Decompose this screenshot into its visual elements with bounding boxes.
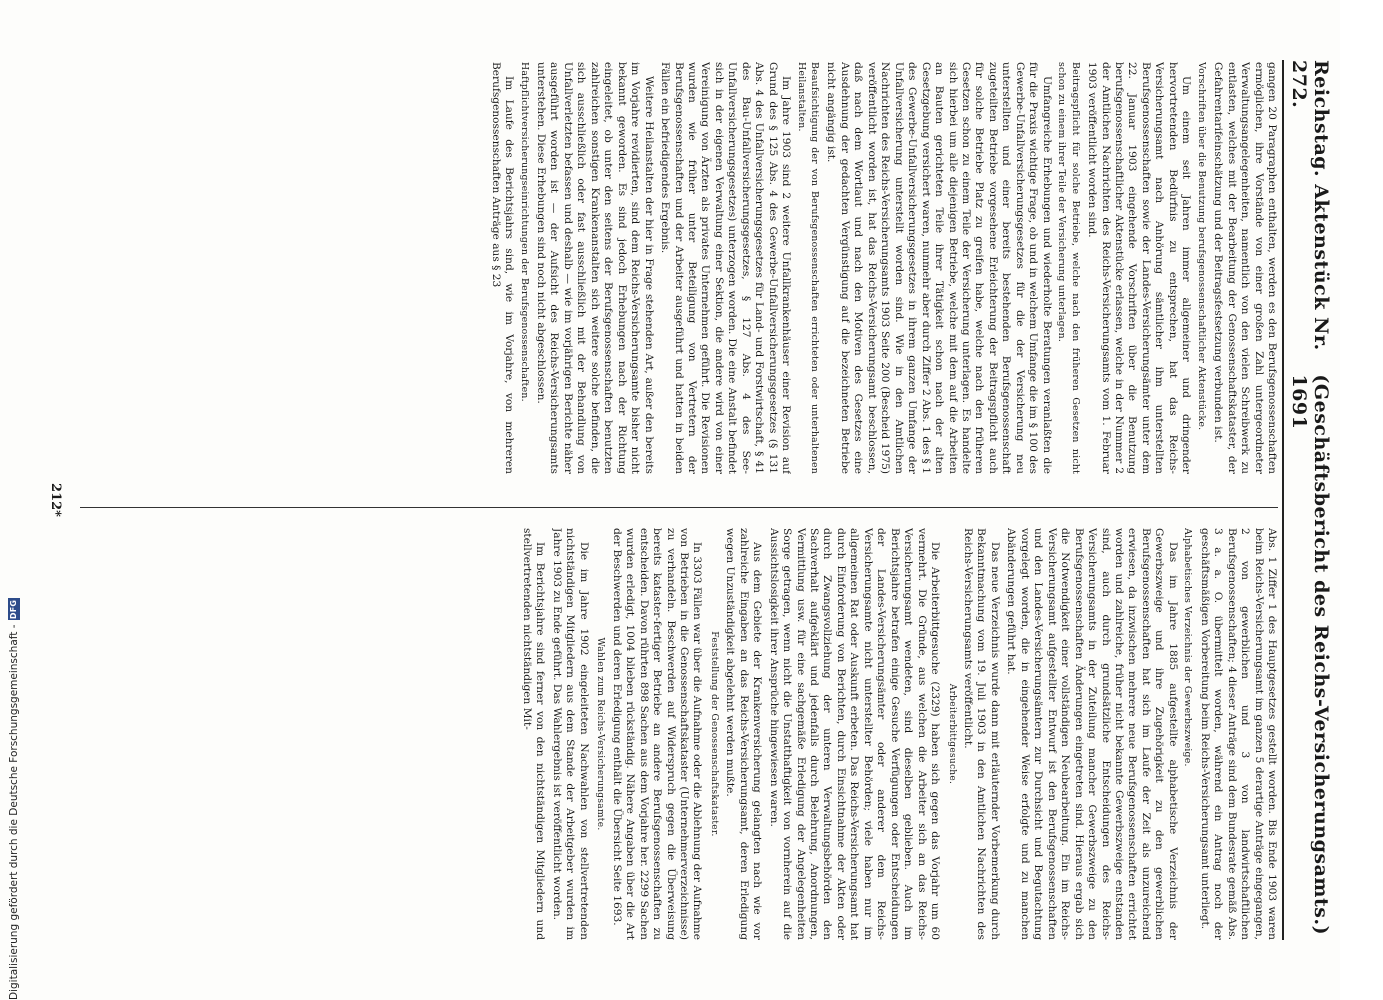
body-paragraph: Im Berichtsjahre sind ferner von den nichtständigen Mitgliedern und stellvertretenden nichtständigen Mit- bbox=[520, 528, 547, 940]
dfg-logo: DFG bbox=[9, 599, 18, 620]
marginal-heading: Alphabetisches Verzeichnis der Gewerbszweige. bbox=[1182, 528, 1194, 767]
header-left: Reichstag. Aktenstück Nr. 272. bbox=[1288, 60, 1332, 351]
page-header bbox=[1282, 60, 1332, 940]
body-paragraph: Die Arbeiterbittgesuche (2329) haben sich gegen das Vorjahr um 60 vermehrt. Die Gründe, aus welchen die Arbeiter sich an das Reichs-Versicherungsamt wendeten, sind dieselben geblieben. Auch im Berichtsjahre betrafen einige Gesuche Verfügungen oder Entscheidungen der Landes-Versicherungsämter oder anderer dem Reichs-Versicherungsamte nicht unterstellter Behörden; viele haben nur im allgemeinen Rat oder Auskunft erbeten. Das Reichs-Versicherungsamt hat durch Einforderung von Berichten, durch Einsichtnahme der Akten oder durch Zwangsvollziehung der unteren Verwaltungsbehörden den Sachverhalt aufgeklärt und jedenfalls durch Belehrung, Anordnungen, Vermittlung usw. für eine sachgemäße Erledigung der Angelegenheiten Sorge getragen, wenn nicht die Unstatthaftigkeit von vornherein auf die Aussichtslosigkeit ihrer Ansprüche hingewiesen waren. bbox=[767, 528, 942, 940]
section-heading: Wahlen zum Reichs-Versicherungsamte. bbox=[595, 637, 606, 831]
body-paragraph: Im Laufe des Berichtsjahrs sind, wie im Vorjahre, von mehreren Berufsgenossenschaften Anträge aus § 23 bbox=[489, 62, 516, 474]
page-number: 212* bbox=[48, 483, 63, 517]
body-paragraph: Um einem seit Jahren immer allgemeiner und dringender hervortretenden Bedürfnis zu entsprechen, hat das Reichs-Versicherungsamt nach Anhörung sämtlicher ihm unterstellten Berufsgenossenschaften sowie der Landes-Versicherungsämter unter dem 22. Januar 1903 eingehende Vorschriften über die Benutzung berufsgenossenschaftlicher Aktenstücke erlassen, welche in der Nummer 2 der Amtlichen Nachrichten des Reichs-Versicherungsamts vom 1. Februar 1903 veröffentlicht worden sind. bbox=[1086, 62, 1193, 474]
header-right: (Geschäftsbericht des Reichs-Versicherungsamts.) 1691 bbox=[1288, 374, 1332, 936]
body-paragraph: Das im Jahre 1885 aufgestellte alphabetische Verzeichnis der Gewerbszweige und ihre Zugehörigkeit zu den gewerblichen Berufsgenossenschaften hat sich im Laufe der Zeit als unzureichend erwiesen, da inzwischen mehrere neue Berufsgenossenschaften errichtet worden und zahlreiche, früher nicht bekannte Gewerbszweige entstanden sind, auch durch grundsätzliche Entscheidungen des Reichs-Versicherungsamts in der Zuteilung mancher Gewerbszweige zu den Berufsgenossenschaften Änderungen eingetreten sind. Hieraus ergab sich die Notwendigkeit einer vollständigen Neubearbeitung. Ein im Reichs-Versicherungsamt aufgestellter Entwurf ist den Berufsgenossenschaften und den Landes-Versicherungsämtern zur Durchsicht und Begutachtung vorgelegt worden, die in eingehender Weise erfolgte und zu manchen Abänderungen geführt hat. bbox=[1005, 528, 1179, 940]
body-paragraph: Aus dem Gebiete der Krankenversicherung gelangten nach wie vor zahlreiche Eingaben an das Reichs-Versicherungsamt, deren Erledigung wegen Unzuständigkeit abgelehnt werden mußte. bbox=[724, 528, 764, 940]
marginal-heading: Vorschriften über die Benutzung berufsgenossenschaftlicher Aktenstücke. bbox=[1195, 62, 1207, 431]
marginal-heading: Beitragspflicht für solche Betriebe, welche nach den früheren Gesetzen nicht schon zu einem ihrer Teile der Versicherung unterlagen. bbox=[1056, 62, 1081, 474]
body-paragraph: In 3303 Fällen war über die Aufnahme oder die Ablehnung der Aufnahme von Betrieben in die Genossenschaftskataster (Unternehmerverzeichnisse) zu verhandeln. Beschwerden auf Widerspruch gegen die Überweisung bereits kataster-fertiger Betriebe an andere Berufsgenossenschaften zu entscheiden. Davon rührten 898 Sachen aus dem Vorjahre her. 2299 Sachen wurden erledigt, 1004 blieben rückständig. Nähere Angaben über die Art der Beschwerden und deren Erledigung enthält die Übersicht Seite 1693. bbox=[610, 528, 704, 940]
marginal-heading: Beaufsichtigung der von Berufsgenossenschaften errichteten oder unterhaltenen Heilanstalten. bbox=[795, 62, 821, 474]
section-heading: Arbeiterbittgesuche. bbox=[946, 683, 957, 785]
marginal-heading: Haftpflichtversicherungseinrichtungen der Berufsgenossenschaften. bbox=[518, 62, 530, 402]
right-column bbox=[80, 528, 1278, 940]
body-paragraph: Weitere Heilanstalten der hier in Frage stehenden Art, außer den bereits im Vorjahre revidierten, sind dem Reichs-Versicherungsamte bisher nicht bekannt geworden. Es sind jedoch Erhebungen nach der Richtung eingeleitet, ob unter den seitens der Berufsgenossenschaften benutzten zahlreichen sonstigen Krankenanstalten sich weitere solche befinden, die sich ausschließlich oder fast ausschließlich mit der Behandlung von Unfallverletzten befassen und deshalb — wie im vorjährigen Berichte näher ausgeführt worden ist — der Aufsicht des Reichs-Versicherungsamts unterstehen. Diese Erhebungen sind noch nicht abgeschlossen. bbox=[534, 62, 655, 474]
body-paragraph: Die im Jahre 1902 eingeleiteten Nachwahlen von stellvertretenden nichtständigen Mitgliedern aus dem Stande der Arbeitgeber wurden im Jahre 1903 zu Ende geführt. Das Wahlergebnis ist veröffentlicht worden. bbox=[550, 528, 590, 940]
body-paragraph: Abs. 1 Ziffer 1 des Hauptgesetzes gestellt worden. Bis Ende 1903 waren beim Reichs-Versicherungsamt im ganzen 5 derartige Anträge eingegangen, 2 von gewerblichen und 3 von landwirtschaftlichen Berufsgenossenschaften; 4 dieser Anträge sind dem Bundesrate gemäß Abs. 3 a. a. O. übermittelt worden, während ein Antrag noch der geschäftsmäßigen Vorbereitung beim Reichs-Versicherungsamt unterliegt. bbox=[1198, 528, 1278, 940]
body-paragraph: gangen 20 Paragraphen enthalten, werden es den Berufsgenossenschaften ermöglichen, ihre Vorstände von einer großen Zahl untergeordneter Verwaltungsangelegenheiten, namentlich von den vielen Schreibwerk zu entlasten, welches mit der Bearbeitung der Genossenschaftskataster, der Gefahrentarifeinschätzung und der Beitragsfestsetzung verbunden ist. bbox=[1212, 62, 1278, 474]
column-divider bbox=[80, 507, 1278, 508]
footer-text: Digitalisierung gefördert durch die Deutsche Forschungsgemeinschaft - bbox=[8, 624, 20, 1000]
body-paragraph: Das neue Verzeichnis wurde dann mit erläuternder Vorbemerkung durch Bekanntmachung vom 19. Juli 1903 in den Amtlichen Nachrichten des Reichs-Versicherungsamts veröffentlicht. bbox=[962, 528, 1001, 940]
digitization-footer bbox=[6, 0, 22, 1000]
section-heading: Feststellung der Genossenschaftskataster. bbox=[708, 631, 719, 837]
body-paragraph: Im Jahre 1903 sind 2 weitere Unfallkrankenhäuser einer Revision auf Grund des § 125 Abs. 4 des Gewerbe-Unfallversicherungsgesetzes (§ 131 Abs. 4 des Unfallversicherungsgesetzes für Land- und Forstwirtschaft, § 41 des Bau-Unfallversicherungsgesetzes, § 127 Abs. 4 des See-Unfallversicherungsgesetzes) unterzogen worden. Die eine Anstalt befindet sich in der eigenen Verwaltung einer Sektion, die andere wird von einer Vereinigung von Ärzten als privates Unternehmen geführt. Die Revisionen wurden wie früher unter Beteiligung von Vertretern der Berufsgenossenschaften und der Arbeiter ausgeführt und hatten in beiden Fällen ein befriedigendes Ergebnis. bbox=[659, 62, 793, 474]
body-paragraph: Umfangreiche Erhebungen und wiederholte Beratungen veranlaßten die für die Praxis wichtige Frage, ob und in welchem Umfange die im § 100 des Gewerbe-Unfallversicherungsgesetzes für die der Versicherung neu unterstellten und einer bereits bestehenden Berufsgenossenschaft zugeteilten Betriebe vorgesehene Erleichterung der Beitragspflicht auch für solche Betriebe Platz zu greifen habe, welche nach den früheren Gesetzen schon zu einem Teile der Versicherung unterlagen. Es handelte sich hierbei um alle diejenigen Betriebe, welche mit dem auf die Arbeiten an Bauten gerichteten Teile ihrer Tätigkeit schon nach der alten Gesetzgebung versichert waren, nunmehr aber durch Ziffer 2 Abs. 1 des § 1 des Gewerbe-Unfallversicherungsgesetzes in ihrem ganzen Umfange der Unfallversicherung unterstellt worden sind. Wie in den Amtlichen Nachrichten des Reichs-Versicherungsamts 1903 Seite 200 (Bescheid 1975) veröffentlicht worden ist, hat das Reichs-Versicherungsamt beschlossen, daß nach dem Wortlaut und nach den Motiven des Gesetzes eine Ausdehnung der gedachten Vergünstigung auf die bezeichneten Betriebe nicht angängig ist. bbox=[825, 62, 1053, 474]
left-column bbox=[80, 62, 1278, 474]
